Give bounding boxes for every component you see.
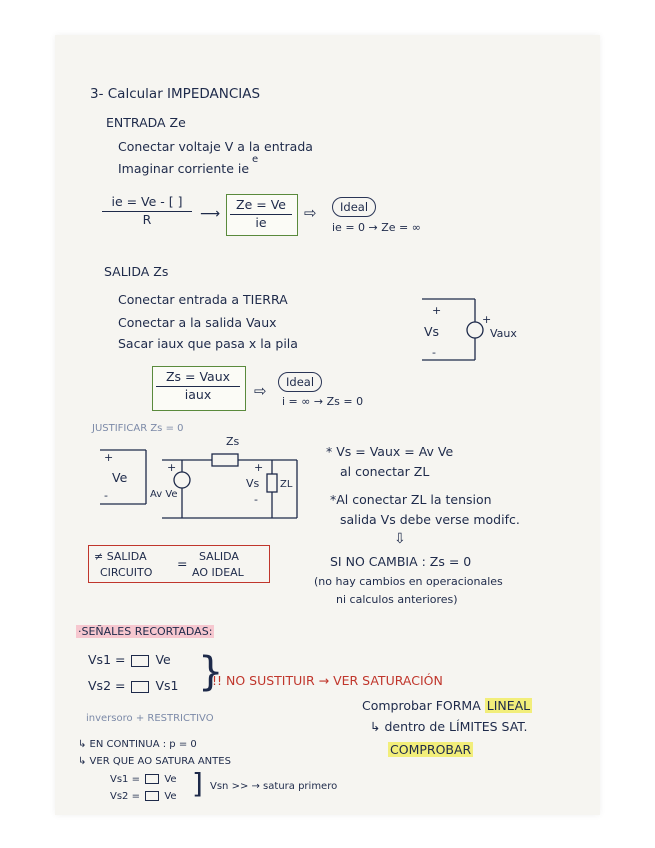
vs1-line [88,654,171,667]
ideal-pill-entrada: Ideal [332,197,376,217]
implies-icon: ⇨ [304,204,317,222]
box-left2: CIRCUITO [100,566,153,579]
salida-heading: SALIDA Zs [104,264,169,279]
vs1-label: Vs1 = [88,652,126,667]
arrow-right: ⟶ [200,206,221,222]
justificar-heading: JUSTIFICAR Zs = 0 [92,423,184,434]
small-vs2: Vs2 = [110,791,140,802]
circ-vs: Vs [246,477,260,490]
salida-ideal-result: i = ∞ → Zs = 0 [282,395,364,408]
ie-formula [102,196,192,226]
blank-box [131,681,149,693]
conclusion1: SI NO CAMBIA : Zs = 0 [330,554,472,569]
small-ve: Ve [164,774,177,785]
salida-line2: Conectar a la salida Vaux [118,315,277,330]
src-vs: Vs [424,324,440,339]
brace-icon-small: ] [192,767,203,800]
implies-icon-2: ⇨ [254,382,267,400]
vs2-label: Vs2 = [88,678,126,693]
circ-ve: Ve [112,470,128,485]
box-eq: = [177,556,188,571]
circ-plus-src: + [167,461,177,474]
zs-den: iaux [184,386,212,402]
vsn-note: Vsn >> → satura primero [210,781,338,792]
vs2-line [88,680,178,693]
salida-line1: Conectar entrada a TIERRA [118,292,288,307]
vs1-after: Ve [155,652,171,667]
comprobar1: Comprobar FORMA LINEAL [362,698,531,713]
entrada-line1-sub: e [252,154,259,165]
note1a: * Vs = Vaux = Av Ve [326,444,454,459]
senales-heading [76,626,214,637]
comprobar2: ↳ dentro de LÍMITES SAT. [370,719,528,734]
circ-minus-vs: - [254,493,258,506]
small-vs2-line [110,791,177,802]
circ-plus-left: + [104,451,114,464]
conclusion2: (no hay cambios en operacionales [314,575,503,588]
small-ve-2: Ve [164,791,177,802]
box-right1: SALIDA [199,550,239,563]
lineal-highlight: LINEAL [486,698,531,713]
src-plus: + [432,304,442,317]
comprobar1-line [362,700,532,713]
senales-heading-text: ·SEÑALES RECORTADAS: [78,625,213,638]
note2b: salida Vs debe verse modifc. [340,512,520,527]
circ-minus-left: - [104,489,108,502]
small-vs1: Vs1 = [110,774,140,785]
page-title: 3- Calcular IMPEDANCIAS [90,86,261,102]
circ-zs: Zs [226,435,240,448]
comprobar3-line [388,744,473,757]
salida-line3: Sacar iaux que pasa x la pila [118,336,298,351]
no-sustituir: !! NO SUSTITUIR → VER SATURACIÓN [212,673,443,688]
ze-den: ie [255,214,267,230]
ze-formula [230,199,292,229]
comprobar3: COMPROBAR [390,742,472,757]
zs-num: Zs = Vaux [156,371,240,387]
src-vaux: Vaux [490,327,517,340]
box-left1: ≠ SALIDA [94,550,147,563]
entrada-ideal-result: ie = 0 → Ze = ∞ [332,221,421,234]
box-right2: AO IDEAL [192,566,244,579]
entrada-line1: Conectar voltaje V a la entrada [118,139,313,154]
blank-box-small [145,791,159,801]
continua-note: ↳ EN CONTINUA : p = 0 [78,739,197,750]
down-arrow-icon: ⇩ [394,531,406,547]
conclusion3: ni calculos anteriores) [336,593,458,606]
ideal-pill-salida: Ideal [278,372,322,392]
zs-formula [156,371,240,401]
satura-note: ↳ VER QUE AO SATURA ANTES [78,756,231,767]
blank-box [131,655,149,667]
small-vs1-line [110,774,177,785]
ze-num: Ze = Ve [230,199,292,215]
ie-formula-num: ie = Ve - [ ] [102,196,192,212]
inverting-note: inversoro + RESTRICTIVO [86,713,214,724]
note1b: al conectar ZL [340,464,430,479]
entrada-line2: Imaginar corriente ie [118,161,250,176]
circ-zl: ZL [280,479,293,490]
blank-box-small [145,774,159,784]
src-plus-right: + [482,313,492,326]
src-minus: - [432,346,436,359]
brace-icon: } [198,649,224,695]
entrada-heading: ENTRADA Ze [106,115,186,130]
vs2-after: Vs1 [155,678,179,693]
ie-formula-den: R [142,211,152,227]
note2a: *Al conectar ZL la tension [330,492,492,507]
circ-plus-vs: + [254,461,264,474]
circ-avve: Av Ve [150,489,178,500]
